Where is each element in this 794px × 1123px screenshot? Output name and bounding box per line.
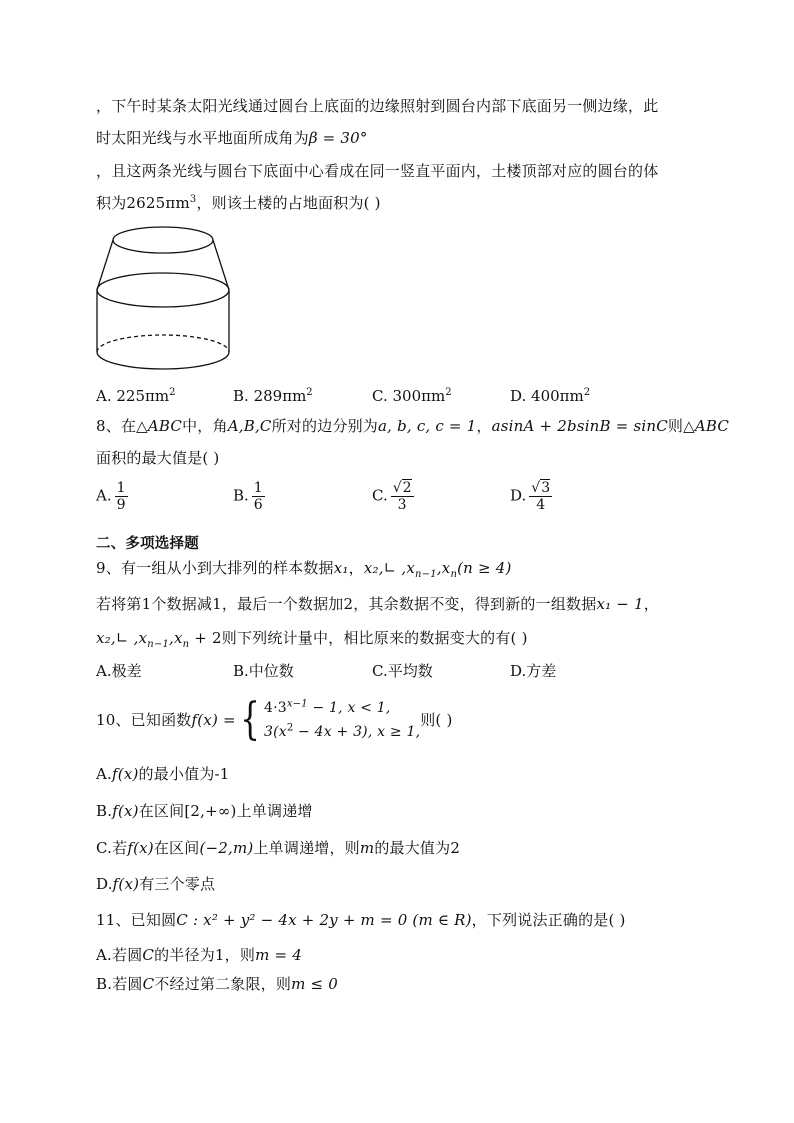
tulou-figure <box>92 222 234 382</box>
q10-option-c-math: f(x) <box>127 839 154 857</box>
q9-condition: (n ≥ 4) <box>457 559 512 577</box>
q9-seq-a: x₂,∟ ,x <box>363 559 416 577</box>
q11-option-a <box>96 945 302 965</box>
q9-x1: x₁ <box>333 559 349 577</box>
q9-text-1a: 9、有一组从小到大排列的样本数据 <box>96 559 334 577</box>
q11-intro: 11、已知圆 <box>96 911 177 929</box>
q10-tail: 则( ) <box>420 711 453 729</box>
q8-text-2: 面积的最大值是( ) <box>96 449 220 467</box>
q8-option-b-label: B. <box>233 486 249 505</box>
q9-option-b-value: 中位数 <box>248 662 294 680</box>
q10-option-b-text-a: 在区间 <box>138 802 185 820</box>
q9-seq-b: ,x <box>436 559 451 577</box>
q10-option-c-text-c: 的最大值为2 <box>374 839 461 857</box>
q10-case1-a: 4·3 <box>263 700 287 716</box>
q10-case1-sup: x−1 <box>286 698 308 710</box>
q7-option-c <box>372 386 452 406</box>
q9-text-3b: 则下列统计量中，相比原来的数据变大的有( ) <box>221 629 528 647</box>
q9-option-c-label: C. <box>372 662 388 680</box>
q10-option-b-label: B. <box>96 802 113 820</box>
q11-option-a-c: C <box>142 946 155 964</box>
q10-case2-a: 3(x <box>263 724 287 740</box>
q7-option-d-value: 400πm <box>531 387 584 405</box>
q7-option-a-value: 225πm <box>116 387 170 405</box>
q9-seq2-sub-n: n <box>182 639 190 650</box>
q9-option-a-label: A. <box>96 662 112 680</box>
q8-sides: a, b, c, c = 1 <box>378 417 477 435</box>
q8-text-1a: 8、在 <box>96 417 137 435</box>
q10-option-c-label: C. <box>96 839 113 857</box>
q10-option-b <box>96 801 313 821</box>
q10-option-b-math: f(x) <box>112 802 139 820</box>
q7-text-4a: 积为 <box>96 194 127 212</box>
q10-option-a <box>96 764 230 784</box>
section-heading-multiple-choice <box>96 534 199 554</box>
q8-option-c-den: 3 <box>397 497 407 513</box>
q9-sub-n1: n−1 <box>415 569 437 580</box>
q11-option-a-math: m = 4 <box>255 946 302 964</box>
q8-option-c-num: √2 <box>392 480 412 496</box>
q9-x1-minus: x₁ − 1 <box>596 595 644 613</box>
q7-option-b-sup: 2 <box>306 387 313 398</box>
q8-option-d-den: 4 <box>536 497 546 513</box>
q11-option-b-text-a: 若圆 <box>112 975 143 993</box>
q7-option-b-value: 289πm <box>253 387 307 405</box>
q9-option-d-label: D. <box>510 662 527 680</box>
q7-option-d-sup: 2 <box>583 387 591 398</box>
q7-line-4 <box>96 193 381 213</box>
q7-option-d-label: D. <box>510 387 527 405</box>
q9-option-c-value: 平均数 <box>387 662 433 680</box>
q8-angles: A,B,C <box>227 417 272 435</box>
q9-seq2-sub-n1: n−1 <box>147 639 170 650</box>
q7-line-1 <box>96 96 658 116</box>
q10-case2-sup: 2 <box>286 722 294 734</box>
q9-option-a <box>96 661 142 681</box>
q9-text-1b: ， <box>348 559 364 577</box>
q11-option-b-c: C <box>142 975 155 993</box>
q7-option-c-sup: 2 <box>445 387 452 398</box>
q7-option-b <box>233 386 313 406</box>
q7-option-c-label: C. <box>372 387 388 405</box>
q9-seq2-a: x₂,∟ ,x <box>96 629 148 647</box>
q8-option-c <box>372 480 414 513</box>
q11-option-b-math: m ≤ 0 <box>291 975 338 993</box>
q9-text-2a: 若将第1个数据减1，最后一个数据加2，其余数据不变，得到新的一组数据 <box>96 595 597 613</box>
q7-text-2: 时太阳光线与水平地面所成角为 <box>96 129 309 147</box>
q8-triangle-2: △ABC <box>683 417 730 435</box>
q10-brace: { <box>239 694 260 745</box>
q10-option-a-math: f(x) <box>112 765 139 783</box>
q7-volume-math: 2625πm <box>126 194 190 212</box>
q10-case-2 <box>264 720 420 744</box>
q10-case1-b: − 1, x < 1, <box>307 700 391 716</box>
q10-option-c-pre: 若 <box>112 839 128 857</box>
q10-option-d-text: 有三个零点 <box>139 875 216 893</box>
q8-option-b-den: 6 <box>253 497 263 513</box>
q8-option-a-fraction <box>115 480 128 513</box>
q8-text-1d: ， <box>476 417 492 435</box>
q10-option-c <box>96 838 460 858</box>
q8-option-b-fraction <box>252 480 265 513</box>
q8-equation: asinA + 2bsinB = sinC <box>491 417 668 435</box>
q9-seq2-plus: + 2 <box>189 629 222 647</box>
q7-text-3: ，且这两条光线与圆台下底面中心看成在同一竖直平面内，土楼顶部对应的圆台的体 <box>96 162 659 180</box>
q10-option-d-math: f(x) <box>112 875 140 893</box>
q9-option-b <box>233 661 294 681</box>
q11-tail: ，下列说法正确的是( ) <box>471 911 626 929</box>
q8-triangle: △ABC <box>136 417 183 435</box>
q7-option-b-label: B. <box>233 387 249 405</box>
q9-text-2b: ， <box>643 595 659 613</box>
q8-option-b <box>233 480 265 513</box>
q8-option-d-fraction <box>529 480 552 513</box>
q7-option-a-label: A. <box>96 387 112 405</box>
q10-option-c-text-a: 在区间 <box>153 839 200 857</box>
q7-option-a-sup: 2 <box>169 387 176 398</box>
q10-case-1 <box>264 696 420 720</box>
q8-text-1b: 中，角 <box>182 417 228 435</box>
q10-case2-b: − 4x + 3), x ≥ 1, <box>293 724 421 740</box>
q9-line-2 <box>96 594 659 614</box>
q9-option-d <box>510 661 556 681</box>
q8-option-d-num: √3 <box>531 480 551 496</box>
q10-option-c-text-b: 上单调递增，则 <box>253 839 360 857</box>
q11-option-a-label: A. <box>96 946 113 964</box>
q10-fx: f(x) = <box>191 711 236 729</box>
q9-option-b-label: B. <box>233 662 249 680</box>
q10-option-a-label: A. <box>96 765 113 783</box>
q8-option-c-fraction <box>391 480 414 513</box>
q7-text-4b: ，则该土楼的占地面积为( ) <box>196 194 381 212</box>
q10-line-1 <box>96 692 453 748</box>
q11-line-1 <box>96 910 626 930</box>
q7-angle-math: β = 30° <box>308 129 368 147</box>
q9-option-a-value: 极差 <box>111 662 142 680</box>
q8-option-a-num: 1 <box>116 480 126 496</box>
q9-seq2-b: ,x <box>169 629 183 647</box>
q8-text-1e: 则 <box>667 417 684 435</box>
q8-line-2 <box>96 448 219 468</box>
q7-option-a <box>96 386 175 406</box>
q9-line-3 <box>96 628 528 648</box>
q8-line-1 <box>96 416 729 436</box>
section-heading-text: 二、多项选择题 <box>96 536 199 552</box>
q9-option-d-value: 方差 <box>526 662 557 680</box>
q9-sub-n: n <box>450 569 458 580</box>
q8-option-c-label: C. <box>372 486 388 505</box>
q10-option-c-interval: (−2,m) <box>199 839 254 857</box>
q9-option-c <box>372 661 433 681</box>
q11-option-b-label: B. <box>96 975 113 993</box>
q8-option-d <box>510 480 552 513</box>
q8-text-1c: 所对的边分别为 <box>271 417 378 435</box>
q11-option-b <box>96 974 338 994</box>
q7-line-3 <box>96 161 658 181</box>
q9-line-1 <box>96 558 512 578</box>
q8-option-a <box>96 480 128 513</box>
q11-option-a-text-a: 若圆 <box>112 946 143 964</box>
q10-option-b-text-b: 上单调递增 <box>236 802 313 820</box>
q7-line-2 <box>96 128 368 148</box>
q10-intro: 10、已知函数 <box>96 711 192 729</box>
q7-volume-sup: 3 <box>189 194 197 205</box>
q8-option-b-num: 1 <box>253 480 263 496</box>
q7-option-d <box>510 386 590 406</box>
q10-option-b-interval: [2,+∞) <box>184 802 237 820</box>
q11-option-b-text-b: 不经过第二象限，则 <box>154 975 292 993</box>
q8-option-d-label: D. <box>510 486 527 505</box>
q10-option-d <box>96 874 215 894</box>
q11-equation: C : x² + y² − 4x + 2y + m = 0 (m ∈ R) <box>176 911 472 929</box>
q10-option-c-m: m <box>359 839 375 857</box>
q10-option-a-text: 的最小值为-1 <box>138 765 230 783</box>
q7-option-c-value: 300πm <box>392 387 446 405</box>
q7-text-1: ，下午时某条太阳光线通过圆台上底面的边缘照射到圆台内部下底面另一侧边缘，此 <box>96 97 659 115</box>
q11-option-a-text-b: 的半径为1，则 <box>154 946 256 964</box>
q10-option-d-label: D. <box>96 875 113 893</box>
q8-option-a-label: A. <box>96 486 112 505</box>
q8-option-a-den: 9 <box>116 497 126 513</box>
q10-cases <box>264 696 420 744</box>
